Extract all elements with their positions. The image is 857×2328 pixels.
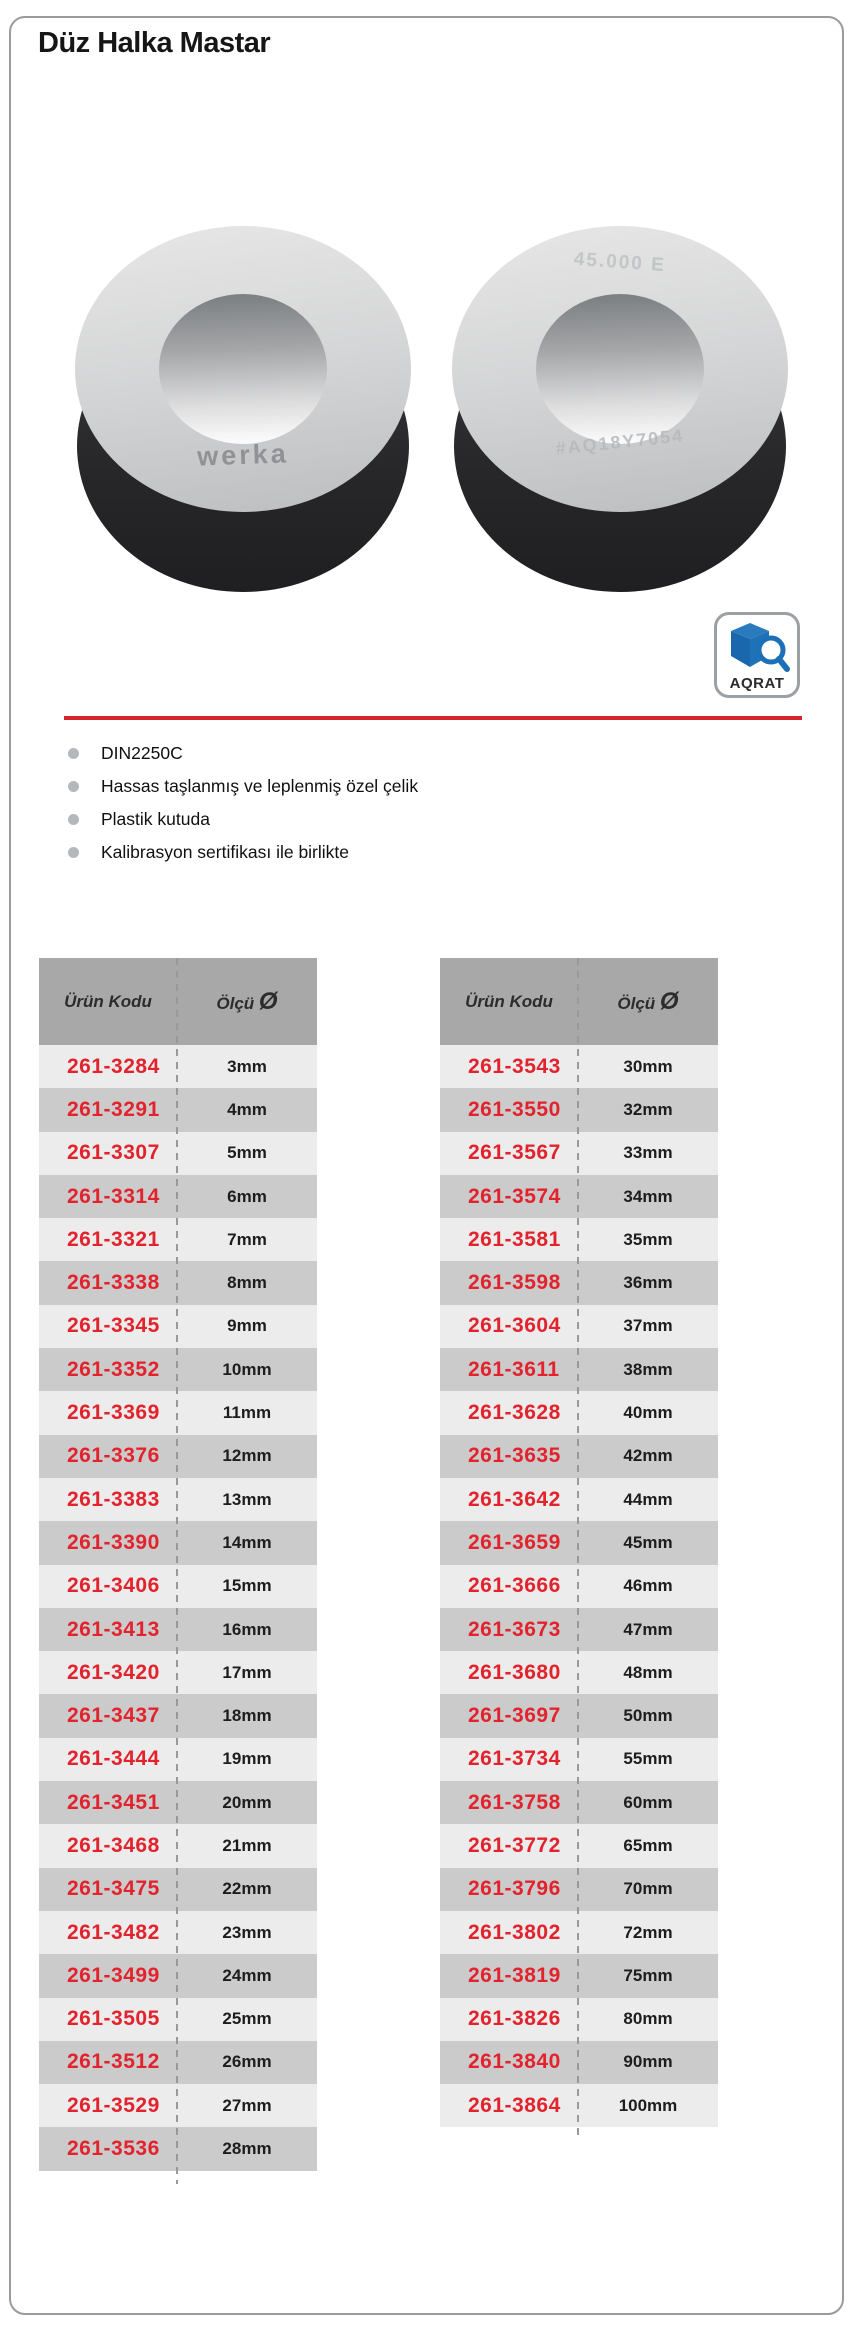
page-title: Düz Halka Mastar: [38, 27, 271, 59]
product-code: 261-3307: [67, 1141, 160, 1165]
size-value: 32mm: [623, 1099, 673, 1119]
size-value: 46mm: [623, 1576, 673, 1596]
size-value: 45mm: [623, 1532, 673, 1552]
product-code: 261-3642: [468, 1487, 561, 1511]
product-code: 261-3369: [67, 1401, 160, 1425]
table-row: [39, 2127, 317, 2170]
size-value: 6mm: [227, 1186, 267, 1206]
product-photo: [0, 0, 857, 640]
product-code: 261-3444: [67, 1747, 160, 1771]
table-row: [440, 1911, 718, 1954]
table-row: [39, 1998, 317, 2041]
column-divider-dashed: [176, 958, 178, 2184]
product-code: 261-3284: [67, 1054, 160, 1078]
table-row: [39, 1694, 317, 1737]
column-header-product-code: Ürün Kodu: [64, 991, 152, 1011]
table-row: [440, 1175, 718, 1218]
feature-list: [64, 737, 418, 869]
size-value: 34mm: [623, 1186, 673, 1206]
product-code: 261-3390: [67, 1530, 160, 1554]
product-code: 261-3512: [67, 2050, 160, 2074]
size-value: 50mm: [623, 1706, 673, 1726]
table-row: [39, 1478, 317, 1521]
product-code: 261-3840: [468, 2050, 561, 2074]
table-row: [440, 1651, 718, 1694]
product-code: 261-3673: [468, 1617, 561, 1641]
table-row: [39, 1175, 317, 1218]
table-row: [39, 1088, 317, 1131]
divider-red-line: [64, 716, 802, 720]
product-code: 261-3383: [67, 1487, 160, 1511]
table-row: [39, 1651, 317, 1694]
size-value: 38mm: [623, 1359, 673, 1379]
table-row: [440, 1478, 718, 1521]
table-row: [440, 1781, 718, 1824]
table-row: [39, 1435, 317, 1478]
product-code: 261-3826: [468, 2007, 561, 2031]
aqrat-cube-magnifier-icon: [726, 622, 792, 674]
table-row: [39, 1911, 317, 1954]
size-value: 36mm: [623, 1273, 673, 1293]
werka-brand-marking: werka: [196, 438, 290, 472]
size-value: 72mm: [623, 1922, 673, 1942]
product-code: 261-3468: [67, 1833, 160, 1857]
table-row: [39, 2041, 317, 2084]
product-code: 261-3338: [67, 1271, 160, 1295]
table-row: [39, 1738, 317, 1781]
product-code: 261-3437: [67, 1704, 160, 1728]
product-code: 261-3604: [468, 1314, 561, 1338]
size-value: 3mm: [227, 1056, 267, 1076]
product-code: 261-3666: [468, 1574, 561, 1598]
size-value: 27mm: [222, 2095, 272, 2115]
product-code: 261-3574: [468, 1184, 561, 1208]
product-code: 261-3482: [67, 1920, 160, 1944]
size-value: 40mm: [623, 1403, 673, 1423]
ring-serial-engraving: #AQ18Y7054: [554, 425, 686, 459]
feature-item: DIN2250C: [64, 737, 418, 770]
table-row: [39, 1132, 317, 1175]
product-code: 261-3420: [67, 1660, 160, 1684]
ring-bore-hole: [159, 294, 327, 444]
product-code: 261-3758: [468, 1790, 561, 1814]
size-value: 18mm: [222, 1706, 272, 1726]
size-value: 30mm: [623, 1056, 673, 1076]
table-row: [440, 1435, 718, 1478]
size-value: 12mm: [222, 1446, 272, 1466]
table-row: [39, 1521, 317, 1564]
size-value: 37mm: [623, 1316, 673, 1336]
table-row: [440, 1824, 718, 1867]
product-code: 261-3499: [67, 1963, 160, 1987]
diameter-symbol: Ø: [659, 987, 679, 1015]
product-code: 261-3635: [468, 1444, 561, 1468]
size-value: 80mm: [623, 2009, 673, 2029]
size-value: 47mm: [623, 1619, 673, 1639]
size-value: 20mm: [222, 1792, 272, 1812]
product-code: 261-3802: [468, 1920, 561, 1944]
table-row: [39, 1218, 317, 1261]
table-row: [440, 1218, 718, 1261]
size-value: 22mm: [222, 1879, 272, 1899]
product-code: 261-3451: [67, 1790, 160, 1814]
product-code: 261-3659: [468, 1530, 561, 1554]
column-header-size: Ölçü Ø: [617, 987, 679, 1015]
column-header-size: Ölçü Ø: [216, 987, 278, 1015]
size-value: 100mm: [618, 2095, 678, 2115]
product-code: 261-3321: [67, 1227, 160, 1251]
ring-gauge-right: [452, 226, 788, 592]
table-row: [39, 1868, 317, 1911]
size-value: 4mm: [227, 1099, 267, 1119]
size-value: 15mm: [222, 1576, 272, 1596]
size-value: 42mm: [623, 1446, 673, 1466]
ring-bore-hole: [536, 294, 704, 444]
product-code: 261-3291: [67, 1097, 160, 1121]
size-value: 60mm: [623, 1792, 673, 1812]
table-row: [440, 1348, 718, 1391]
size-value: 10mm: [222, 1359, 272, 1379]
table-row: [440, 1261, 718, 1304]
column-header-product-code: Ürün Kodu: [465, 991, 553, 1011]
table-row: [39, 1565, 317, 1608]
size-value: 7mm: [227, 1229, 267, 1249]
size-value: 33mm: [623, 1143, 673, 1163]
product-code: 261-3734: [468, 1747, 561, 1771]
table-header: [39, 958, 317, 1045]
size-value: 48mm: [623, 1662, 673, 1682]
ring-gauge-left: [75, 226, 411, 592]
size-value: 21mm: [222, 1835, 272, 1855]
table-row: [39, 1781, 317, 1824]
table-row: [39, 1824, 317, 1867]
product-table-right: [440, 958, 718, 2127]
table-body: [440, 1045, 718, 2127]
table-row: [440, 1132, 718, 1175]
size-value: 75mm: [623, 1965, 673, 1985]
product-code: 261-3352: [67, 1357, 160, 1381]
size-value: 44mm: [623, 1489, 673, 1509]
table-row: [440, 1868, 718, 1911]
size-value: 23mm: [222, 1922, 272, 1942]
product-code: 261-3376: [67, 1444, 160, 1468]
product-code: 261-3406: [67, 1574, 160, 1598]
product-table-left: [39, 958, 317, 2171]
size-value: 8mm: [227, 1273, 267, 1293]
table-row: [440, 1305, 718, 1348]
table-header: [440, 958, 718, 1045]
table-row: [440, 1954, 718, 1997]
product-code: 261-3475: [67, 1877, 160, 1901]
table-row: [440, 1521, 718, 1564]
table-row: [39, 1261, 317, 1304]
column-divider-dashed: [577, 958, 579, 2141]
product-code: 261-3314: [67, 1184, 160, 1208]
table-row: [440, 1998, 718, 2041]
feature-item: Plastik kutuda: [64, 803, 418, 836]
size-value: 25mm: [222, 2009, 272, 2029]
product-code: 261-3581: [468, 1227, 561, 1251]
table-row: [440, 1088, 718, 1131]
product-code: 261-3505: [67, 2007, 160, 2031]
size-value: 70mm: [623, 1879, 673, 1899]
size-value: 5mm: [227, 1143, 267, 1163]
feature-item: Hassas taşlanmış ve leplenmiş özel çelik: [64, 770, 418, 803]
table-row: [440, 1045, 718, 1088]
product-code: 261-3536: [67, 2137, 160, 2161]
aqrat-badge: [714, 612, 800, 698]
size-value: 26mm: [222, 2052, 272, 2072]
table-row: [39, 1348, 317, 1391]
size-value: 35mm: [623, 1229, 673, 1249]
size-value: 9mm: [227, 1316, 267, 1336]
table-row: [440, 2041, 718, 2084]
size-value: 28mm: [222, 2139, 272, 2159]
size-value: 19mm: [222, 1749, 272, 1769]
product-code: 261-3628: [468, 1401, 561, 1425]
product-code: 261-3598: [468, 1271, 561, 1295]
size-value: 24mm: [222, 1965, 272, 1985]
table-row: [440, 1391, 718, 1434]
aqrat-label: AQRAT: [729, 675, 785, 692]
product-code: 261-3611: [468, 1357, 560, 1381]
size-value: 13mm: [222, 1489, 272, 1509]
table-row: [440, 1738, 718, 1781]
product-code: 261-3550: [468, 1097, 561, 1121]
size-value: 17mm: [222, 1662, 272, 1682]
product-code: 261-3864: [468, 2093, 561, 2117]
size-value: 65mm: [623, 1835, 673, 1855]
table-row: [39, 1608, 317, 1651]
table-row: [39, 2084, 317, 2127]
product-code: 261-3697: [468, 1704, 561, 1728]
table-row: [440, 1694, 718, 1737]
product-code: 261-3529: [67, 2093, 160, 2117]
table-row: [39, 1954, 317, 1997]
product-code: 261-3567: [468, 1141, 561, 1165]
product-code: 261-3413: [67, 1617, 160, 1641]
product-code: 261-3345: [67, 1314, 160, 1338]
table-row: [440, 1608, 718, 1651]
product-code: 261-3796: [468, 1877, 561, 1901]
product-code: 261-3772: [468, 1833, 561, 1857]
feature-item: Kalibrasyon sertifikası ile birlikte: [64, 836, 418, 869]
table-row: [440, 1565, 718, 1608]
table-row: [39, 1305, 317, 1348]
ring-size-engraving: 45.000 E: [573, 248, 667, 277]
size-value: 16mm: [222, 1619, 272, 1639]
product-code: 261-3680: [468, 1660, 561, 1684]
size-value: 11mm: [222, 1403, 272, 1423]
size-value: 90mm: [623, 2052, 673, 2072]
size-value: 55mm: [623, 1749, 673, 1769]
table-row: [39, 1391, 317, 1434]
product-code: 261-3543: [468, 1054, 561, 1078]
table-body: [39, 1045, 317, 2171]
size-value: 14mm: [222, 1532, 272, 1552]
diameter-symbol: Ø: [258, 987, 278, 1015]
product-code: 261-3819: [468, 1963, 561, 1987]
table-row: [39, 1045, 317, 1088]
table-row: [440, 2084, 718, 2127]
